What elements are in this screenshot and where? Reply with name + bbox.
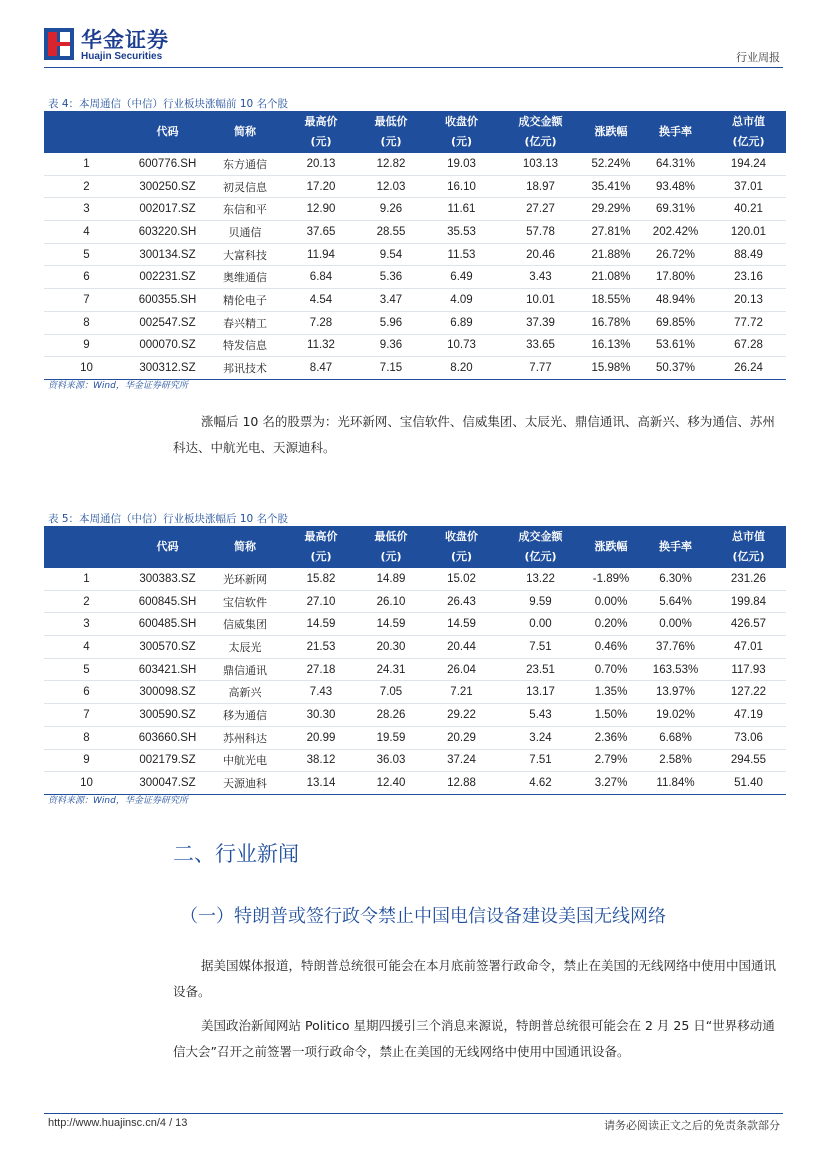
table-cell: 35.41% [582,175,640,198]
table-cell: 88.49 [711,243,786,266]
table-cell: 7.51 [499,749,582,772]
table-cell: 67.28 [711,334,786,357]
table-cell: 14.59 [358,613,424,636]
table-cell: 21.53 [284,636,358,659]
table-cell: 宝信软件 [206,590,284,613]
table-cell: 64.31% [640,153,711,175]
table-cell: 15.82 [284,568,358,590]
th-market-cap: 总市值 (亿元) [711,526,786,568]
table-cell: 117.93 [711,658,786,681]
table-cell: 9.54 [358,243,424,266]
table-cell: 8.47 [284,357,358,380]
table-cell: 53.61% [640,334,711,357]
table-row [44,243,786,266]
table5-body [44,568,786,794]
table-cell: 7.05 [358,681,424,704]
table-cell: 12.03 [358,175,424,198]
table-cell: 300047.SZ [129,772,206,795]
table-cell: 1 [44,153,129,175]
table-row [44,726,786,749]
table-cell: 1.35% [582,681,640,704]
table-cell: 6.68% [640,726,711,749]
table-cell: 9.36 [358,334,424,357]
table-cell: 4.54 [284,289,358,312]
table-cell: 29.22 [424,704,499,727]
table-row [44,749,786,772]
th-name: 简称 [206,111,284,153]
table-row [44,357,786,380]
table-row [44,311,786,334]
table-cell: 27.27 [499,198,582,221]
footer-divider [44,1113,783,1114]
news-paragraph-1: 据美国媒体报道，特朗普总统很可能会在本月底前签署行政命令，禁止在美国的无线网络中使用中国通讯设备。 [173,958,777,999]
table-cell: 194.24 [711,153,786,175]
th-low: 最低价 (元) [358,526,424,568]
table-cell: 37.24 [424,749,499,772]
th-turnover-amount: 成交金额 (亿元) [499,526,582,568]
table-cell: 23.16 [711,266,786,289]
table-cell: 5 [44,243,129,266]
table-cell: 11.53 [424,243,499,266]
table-cell: 0.00% [640,613,711,636]
th-market-cap: 总市值 (亿元) [711,111,786,153]
table-cell: 8.20 [424,357,499,380]
table-cell: 300312.SZ [129,357,206,380]
table-cell: 7.43 [284,681,358,704]
table5-source: 资料来源：Wind，华金证券研究所 [48,796,188,806]
table-cell: 77.72 [711,311,786,334]
table-cell: 600355.SH [129,289,206,312]
table-cell: 13.97% [640,681,711,704]
table-cell: 20.44 [424,636,499,659]
table-cell: 19.03 [424,153,499,175]
table-cell: 300383.SZ [129,568,206,590]
table-cell: 5.96 [358,311,424,334]
table-cell: 3.24 [499,726,582,749]
table-cell: 603660.SH [129,726,206,749]
table-cell: 37.76% [640,636,711,659]
th-close: 收盘价 (元) [424,526,499,568]
table-cell: 11.32 [284,334,358,357]
table-cell: 300134.SZ [129,243,206,266]
table-cell: 14.59 [284,613,358,636]
table-cell: 27.81% [582,221,640,244]
table-cell: 24.31 [358,658,424,681]
footer-url-page [48,1117,187,1129]
news-paragraph-2: 美国政治新闻网站 Politico 星期四援引三个消息来源说，特朗普总统很可能会在 2 月 25 日“世界移动通信大会”召开之前签署一项行政命令，禁止在美国的无线网络中使用中国通讯设备。 [173,1018,775,1059]
table-cell: 69.85% [640,311,711,334]
table-cell: 0.46% [582,636,640,659]
table-cell: 春兴精工 [206,311,284,334]
table-cell: 10.01 [499,289,582,312]
table-cell: 52.24% [582,153,640,175]
table5-bottom10-stocks [44,526,786,795]
table-row [44,289,786,312]
th-high: 最高价 (元) [284,111,358,153]
table-cell: 天源迪科 [206,772,284,795]
table-cell: 10.73 [424,334,499,357]
th-low: 最低价 (元) [358,111,424,153]
table-cell: -1.89% [582,568,640,590]
table-cell: 002231.SZ [129,266,206,289]
table-cell: 20.30 [358,636,424,659]
table-cell: 231.26 [711,568,786,590]
table-cell: 37.01 [711,175,786,198]
table-cell: 14.59 [424,613,499,636]
table-cell: 8 [44,726,129,749]
table-cell: 15.02 [424,568,499,590]
table-cell: 9.59 [499,590,582,613]
table-cell: 16.10 [424,175,499,198]
table-cell: 20.29 [424,726,499,749]
table-cell: 26.10 [358,590,424,613]
table-cell: 69.31% [640,198,711,221]
table-cell: 移为通信 [206,704,284,727]
table-cell: 202.42% [640,221,711,244]
table-cell: 26.43 [424,590,499,613]
news-subtitle: （一）特朗普或签行政令禁止中国电信设备建设美国无线网络 [180,906,666,927]
table-row [44,681,786,704]
table5-header-row [44,526,786,568]
table-cell: 002547.SZ [129,311,206,334]
table-cell: 中航光电 [206,749,284,772]
th-close: 收盘价 (元) [424,111,499,153]
table-cell: 300570.SZ [129,636,206,659]
th-turnover-amount: 成交金额 (亿元) [499,111,582,153]
table-cell: 7.21 [424,681,499,704]
table-cell: 鼎信通讯 [206,658,284,681]
table-cell: 6 [44,681,129,704]
table-cell: 7.51 [499,636,582,659]
table-cell: 4.09 [424,289,499,312]
document-type: 行业周报 [736,51,780,64]
table-cell: 6.30% [640,568,711,590]
table-cell: 30.30 [284,704,358,727]
table-cell: 27.10 [284,590,358,613]
table-cell: 4 [44,636,129,659]
table-cell: 0.00% [582,590,640,613]
table-cell: 002179.SZ [129,749,206,772]
table-cell: 2.79% [582,749,640,772]
table-cell: 3.27% [582,772,640,795]
table-cell: 26.24 [711,357,786,380]
table-cell: 11.94 [284,243,358,266]
table-cell: 13.22 [499,568,582,590]
table-cell: 东信和平 [206,198,284,221]
table-cell: 1.50% [582,704,640,727]
table4-body [44,153,786,379]
table-cell: 4 [44,221,129,244]
table-cell: 17.20 [284,175,358,198]
table-cell: 26.04 [424,658,499,681]
table-cell: 12.88 [424,772,499,795]
table-cell: 19.59 [358,726,424,749]
brand-name-en: Huajin Securities [81,51,163,62]
table-cell: 15.98% [582,357,640,380]
table-cell: 27.18 [284,658,358,681]
table-row [44,658,786,681]
th-name: 简称 [206,526,284,568]
header-divider [44,67,783,68]
table-cell: 2.58% [640,749,711,772]
table-cell: 精伦电子 [206,289,284,312]
table-row [44,153,786,175]
footer-disclaimer: 请务必阅读正文之后的免责条款部分 [604,1119,780,1132]
table-cell: 0.70% [582,658,640,681]
table-cell: 信威集团 [206,613,284,636]
table-cell: 600776.SH [129,153,206,175]
table-cell: 11.84% [640,772,711,795]
table-cell: 16.78% [582,311,640,334]
paragraph-bottom10: 涨幅后 10 名的股票为：光环新网、宝信软件、信威集团、太辰光、鼎信通讯、高新兴、移为通信、苏州科达、中航光电、天源迪科。 [173,414,775,455]
table-cell: 贝通信 [206,221,284,244]
table4-top10-gainers [44,111,786,380]
company-logo [44,28,184,62]
table-cell: 20.46 [499,243,582,266]
table-cell: 10 [44,357,129,380]
table-cell: 19.02% [640,704,711,727]
table-cell: 5.43 [499,704,582,727]
table-cell: 294.55 [711,749,786,772]
table-cell: 特发信息 [206,334,284,357]
table-row [44,266,786,289]
table-cell: 20.99 [284,726,358,749]
table-cell: 4.62 [499,772,582,795]
table-cell: 0.00 [499,613,582,636]
table-cell: 高新兴 [206,681,284,704]
th-blank [44,526,129,568]
th-change: 涨跌幅 [582,111,640,153]
table-cell: 6 [44,266,129,289]
table-cell: 11.61 [424,198,499,221]
table-cell: 199.84 [711,590,786,613]
table-cell: 7.28 [284,311,358,334]
table-cell: 93.48% [640,175,711,198]
table-cell: 12.82 [358,153,424,175]
table5-caption: 表 5：本周通信（中信）行业板块涨幅后 10 名个股 [48,513,289,525]
table4-caption: 表 4：本周通信（中信）行业板块涨幅前 10 名个股 [48,98,289,110]
table-cell: 103.13 [499,153,582,175]
table4-header-row [44,111,786,153]
table-cell: 300250.SZ [129,175,206,198]
table-cell: 36.03 [358,749,424,772]
table-cell: 600845.SH [129,590,206,613]
table-cell: 太辰光 [206,636,284,659]
table-cell: 12.40 [358,772,424,795]
th-code: 代码 [129,111,206,153]
table-cell: 18.97 [499,175,582,198]
table-cell: 26.72% [640,243,711,266]
table-cell: 20.13 [711,289,786,312]
table-cell: 000070.SZ [129,334,206,357]
table-cell: 3 [44,613,129,636]
page-number: 4 / 13 [159,1117,188,1129]
table4-source: 资料来源：Wind，华金证券研究所 [48,381,188,391]
table-cell: 002017.SZ [129,198,206,221]
th-high: 最高价 (元) [284,526,358,568]
table-cell: 9 [44,749,129,772]
table-cell: 8 [44,311,129,334]
table-cell: 大富科技 [206,243,284,266]
th-code: 代码 [129,526,206,568]
table-cell: 2.36% [582,726,640,749]
table-cell: 苏州科达 [206,726,284,749]
table-cell: 47.01 [711,636,786,659]
table-cell: 0.20% [582,613,640,636]
table-row [44,772,786,795]
table-cell: 23.51 [499,658,582,681]
table-row [44,704,786,727]
table-cell: 14.89 [358,568,424,590]
table-cell: 3 [44,198,129,221]
table-row [44,198,786,221]
table-cell: 东方通信 [206,153,284,175]
table-cell: 7.15 [358,357,424,380]
table-cell: 初灵信息 [206,175,284,198]
table-cell: 48.94% [640,289,711,312]
table-cell: 20.13 [284,153,358,175]
table-cell: 16.13% [582,334,640,357]
table-cell: 6.49 [424,266,499,289]
table-cell: 5 [44,658,129,681]
table-cell: 163.53% [640,658,711,681]
table-cell: 120.01 [711,221,786,244]
table-cell: 300590.SZ [129,704,206,727]
table-cell: 10 [44,772,129,795]
huajin-logo-icon [44,28,74,60]
table-cell: 37.65 [284,221,358,244]
table-cell: 5.36 [358,266,424,289]
table-cell: 6.84 [284,266,358,289]
table-row [44,636,786,659]
th-turnover-rate: 换手率 [640,111,711,153]
table-row [44,613,786,636]
table-cell: 127.22 [711,681,786,704]
table-cell: 光环新网 [206,568,284,590]
table-row [44,334,786,357]
table-cell: 35.53 [424,221,499,244]
table-cell: 9.26 [358,198,424,221]
table-cell: 5.64% [640,590,711,613]
table-cell: 12.90 [284,198,358,221]
table-cell: 600485.SH [129,613,206,636]
table-cell: 2 [44,175,129,198]
table-cell: 47.19 [711,704,786,727]
table-cell: 21.88% [582,243,640,266]
table-cell: 37.39 [499,311,582,334]
table-cell: 57.78 [499,221,582,244]
table-cell: 603220.SH [129,221,206,244]
table-row [44,590,786,613]
table-row [44,221,786,244]
table-cell: 51.40 [711,772,786,795]
table-cell: 奥维通信 [206,266,284,289]
table-cell: 38.12 [284,749,358,772]
table-row [44,568,786,590]
table-cell: 300098.SZ [129,681,206,704]
table-cell: 9 [44,334,129,357]
table-cell: 3.47 [358,289,424,312]
table-cell: 7 [44,289,129,312]
table-cell: 2 [44,590,129,613]
table-cell: 17.80% [640,266,711,289]
table-cell: 40.21 [711,198,786,221]
website-link[interactable]: http://www.huajinsc.cn/ [48,1117,160,1129]
table-cell: 7 [44,704,129,727]
table-cell: 7.77 [499,357,582,380]
table-cell: 6.89 [424,311,499,334]
table-cell: 426.57 [711,613,786,636]
table-cell: 13.17 [499,681,582,704]
table-cell: 21.08% [582,266,640,289]
table-cell: 邦讯技术 [206,357,284,380]
table-cell: 28.26 [358,704,424,727]
table-cell: 603421.SH [129,658,206,681]
th-change: 涨跌幅 [582,526,640,568]
table-cell: 28.55 [358,221,424,244]
table-cell: 33.65 [499,334,582,357]
table-cell: 50.37% [640,357,711,380]
table-cell: 3.43 [499,266,582,289]
table-cell: 29.29% [582,198,640,221]
table-cell: 13.14 [284,772,358,795]
section-title: 二、行业新闻 [173,842,299,866]
th-blank [44,111,129,153]
brand-name-cn: 华金证券 [81,28,169,52]
table-cell: 1 [44,568,129,590]
table-row [44,175,786,198]
table-cell: 18.55% [582,289,640,312]
table-cell: 73.06 [711,726,786,749]
th-turnover-rate: 换手率 [640,526,711,568]
